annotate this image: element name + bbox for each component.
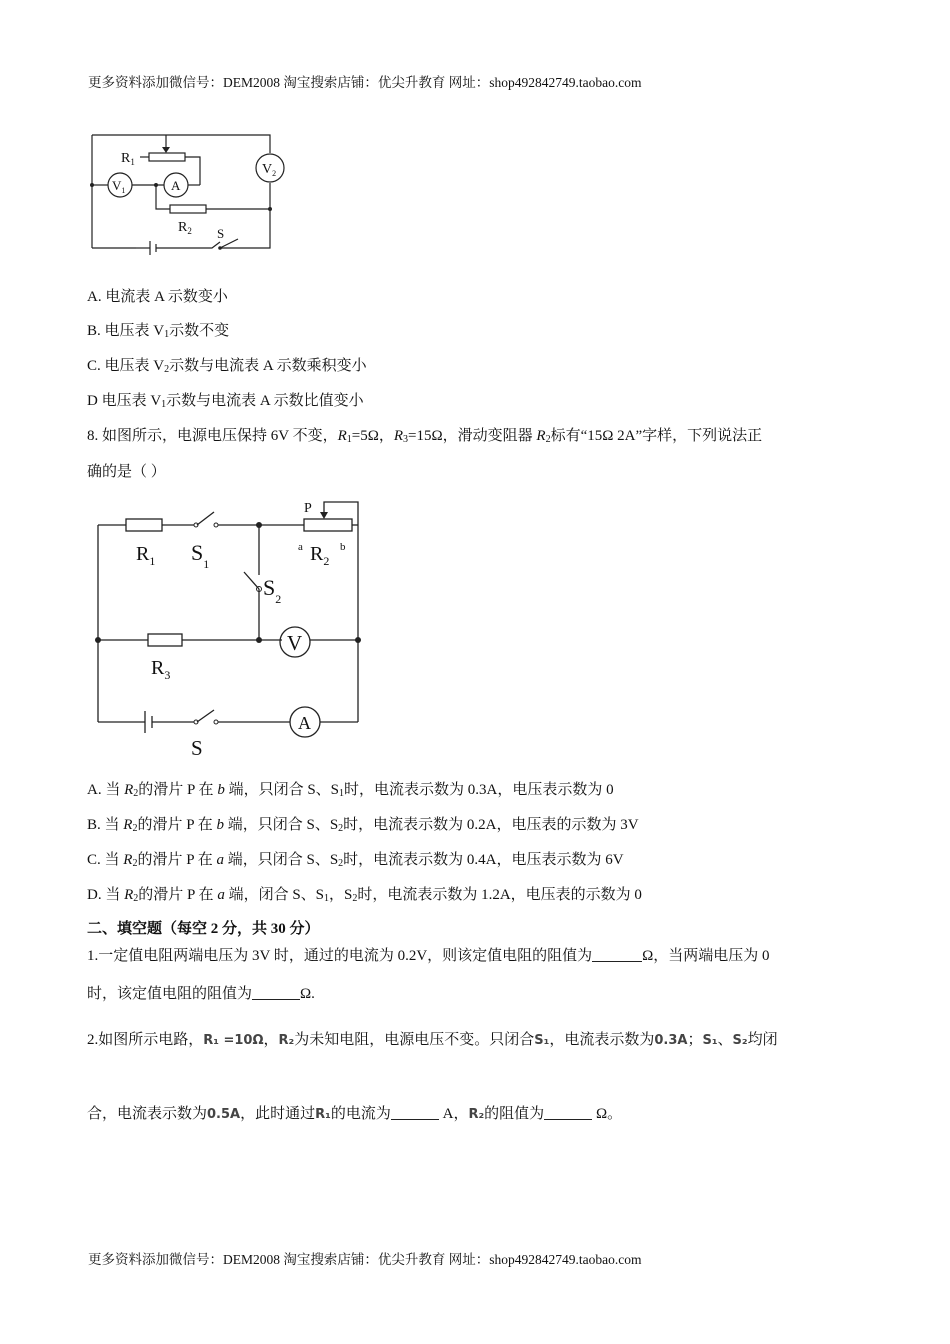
- r2-label: $R_2$: [178, 220, 192, 236]
- answer-blank-3[interactable]: [391, 1105, 439, 1120]
- ammeter-label-q8: A: [298, 713, 311, 733]
- circuit-figure-q8: [88, 490, 378, 765]
- slider-arrow-icon: [162, 147, 170, 153]
- q7-option-b: B. 电压表 $V_1$示数不变: [87, 323, 230, 340]
- fill1-line1: 1.一定值电阻两端电压为 3V 时，通过的电流为 0.2V，则该定值电阻的阻值为 Ω，当两端电压为 0: [87, 948, 770, 964]
- fill2-line1: 2.如图所示电路，R₁ =10Ω，R₂为未知电阻，电源电压不变。只闭合S₁，电流表示数为0.3A；S₁、S₂均闭: [87, 1032, 778, 1048]
- q7-option-c: C. 电压表 $V_2$示数与电流表 A 示数乘积变小: [87, 358, 367, 375]
- s1-label: $S_1$: [191, 540, 210, 571]
- r1-label: $R_1$: [121, 151, 135, 167]
- circuit-figure-q7: [80, 125, 295, 255]
- q7-option-a: A. 电流表 A 示数变小: [87, 289, 228, 305]
- r3-label: $R_3$: [151, 657, 171, 682]
- q8-stem-line1: 8. 如图所示，电源电压保持 6V 不变，$R_1=5\Omega$，$R_3=15\Omega$，滑动变阻器 $R_2$标有“15Ω 2A”字样，下列说法正: [87, 428, 763, 445]
- answer-blank-1[interactable]: [592, 947, 642, 962]
- slider-arrow-icon-q8: [320, 512, 328, 519]
- q8-option-a: A. 当 $R_2$的滑片 P 在 b 端，只闭合 S、$S_1$时，电流表示数为 0.3A，电压表示数为 0: [87, 782, 614, 799]
- answer-blank-4[interactable]: [544, 1105, 592, 1120]
- end-b-label: b: [340, 541, 346, 553]
- switch-s-label: S: [191, 736, 203, 760]
- ammeter-label: A: [171, 178, 181, 193]
- q8-option-b: B. 当 $R_2$的滑片 P 在 b 端，只闭合 S、$S_2$时，电流表示数为 0.2A，电压表的示数为 3V: [87, 817, 639, 834]
- s2-label: $S_2$: [263, 575, 282, 606]
- r1-label-q8: $R_1$: [136, 543, 156, 568]
- q8-option-c: C. 当 $R_2$的滑片 P 在 a 端，只闭合 S、$S_2$时，电流表示数为 0.4A，电压表示数为 6V: [87, 852, 624, 869]
- answer-blank-2[interactable]: [252, 985, 300, 1000]
- voltmeter-label: V: [287, 631, 303, 655]
- slider-p-label: P: [304, 501, 312, 516]
- section-title: 二、填空题（每空 2 分，共 30 分）: [87, 921, 320, 937]
- v2-label: $V_2$: [262, 162, 277, 178]
- q8-option-d: D. 当 $R_2$的滑片 P 在 a 端，闭合 S、$S_1$，$S_2$时，电流表示数为 1.2A，电压表的示数为 0: [87, 887, 642, 904]
- r2-label-q8: $R_2$: [310, 543, 330, 568]
- fill2-line2: 合，电流表示数为0.5A，此时通过R₁的电流为 A，R₂的阻值为 Ω。: [87, 1106, 623, 1122]
- end-a-label: a: [298, 541, 303, 553]
- page-header: 更多资料添加微信号：DEM2008 淘宝搜索店铺：优尖升教育 网址：shop492842749.taobao.com: [88, 75, 642, 90]
- fill1-line2: 时，该定值电阻的阻值为 Ω.: [87, 986, 315, 1002]
- q8-stem-line2: 确的是（ ）: [87, 464, 166, 480]
- q7-option-d: D 电压表 $V_1$示数与电流表 A 示数比值变小: [87, 393, 364, 410]
- switch-label: S: [217, 226, 225, 241]
- v1-label: $V_1$: [112, 178, 126, 195]
- page-footer: 更多资料添加微信号：DEM2008 淘宝搜索店铺：优尖升教育 网址：shop492842749.taobao.com: [88, 1252, 642, 1267]
